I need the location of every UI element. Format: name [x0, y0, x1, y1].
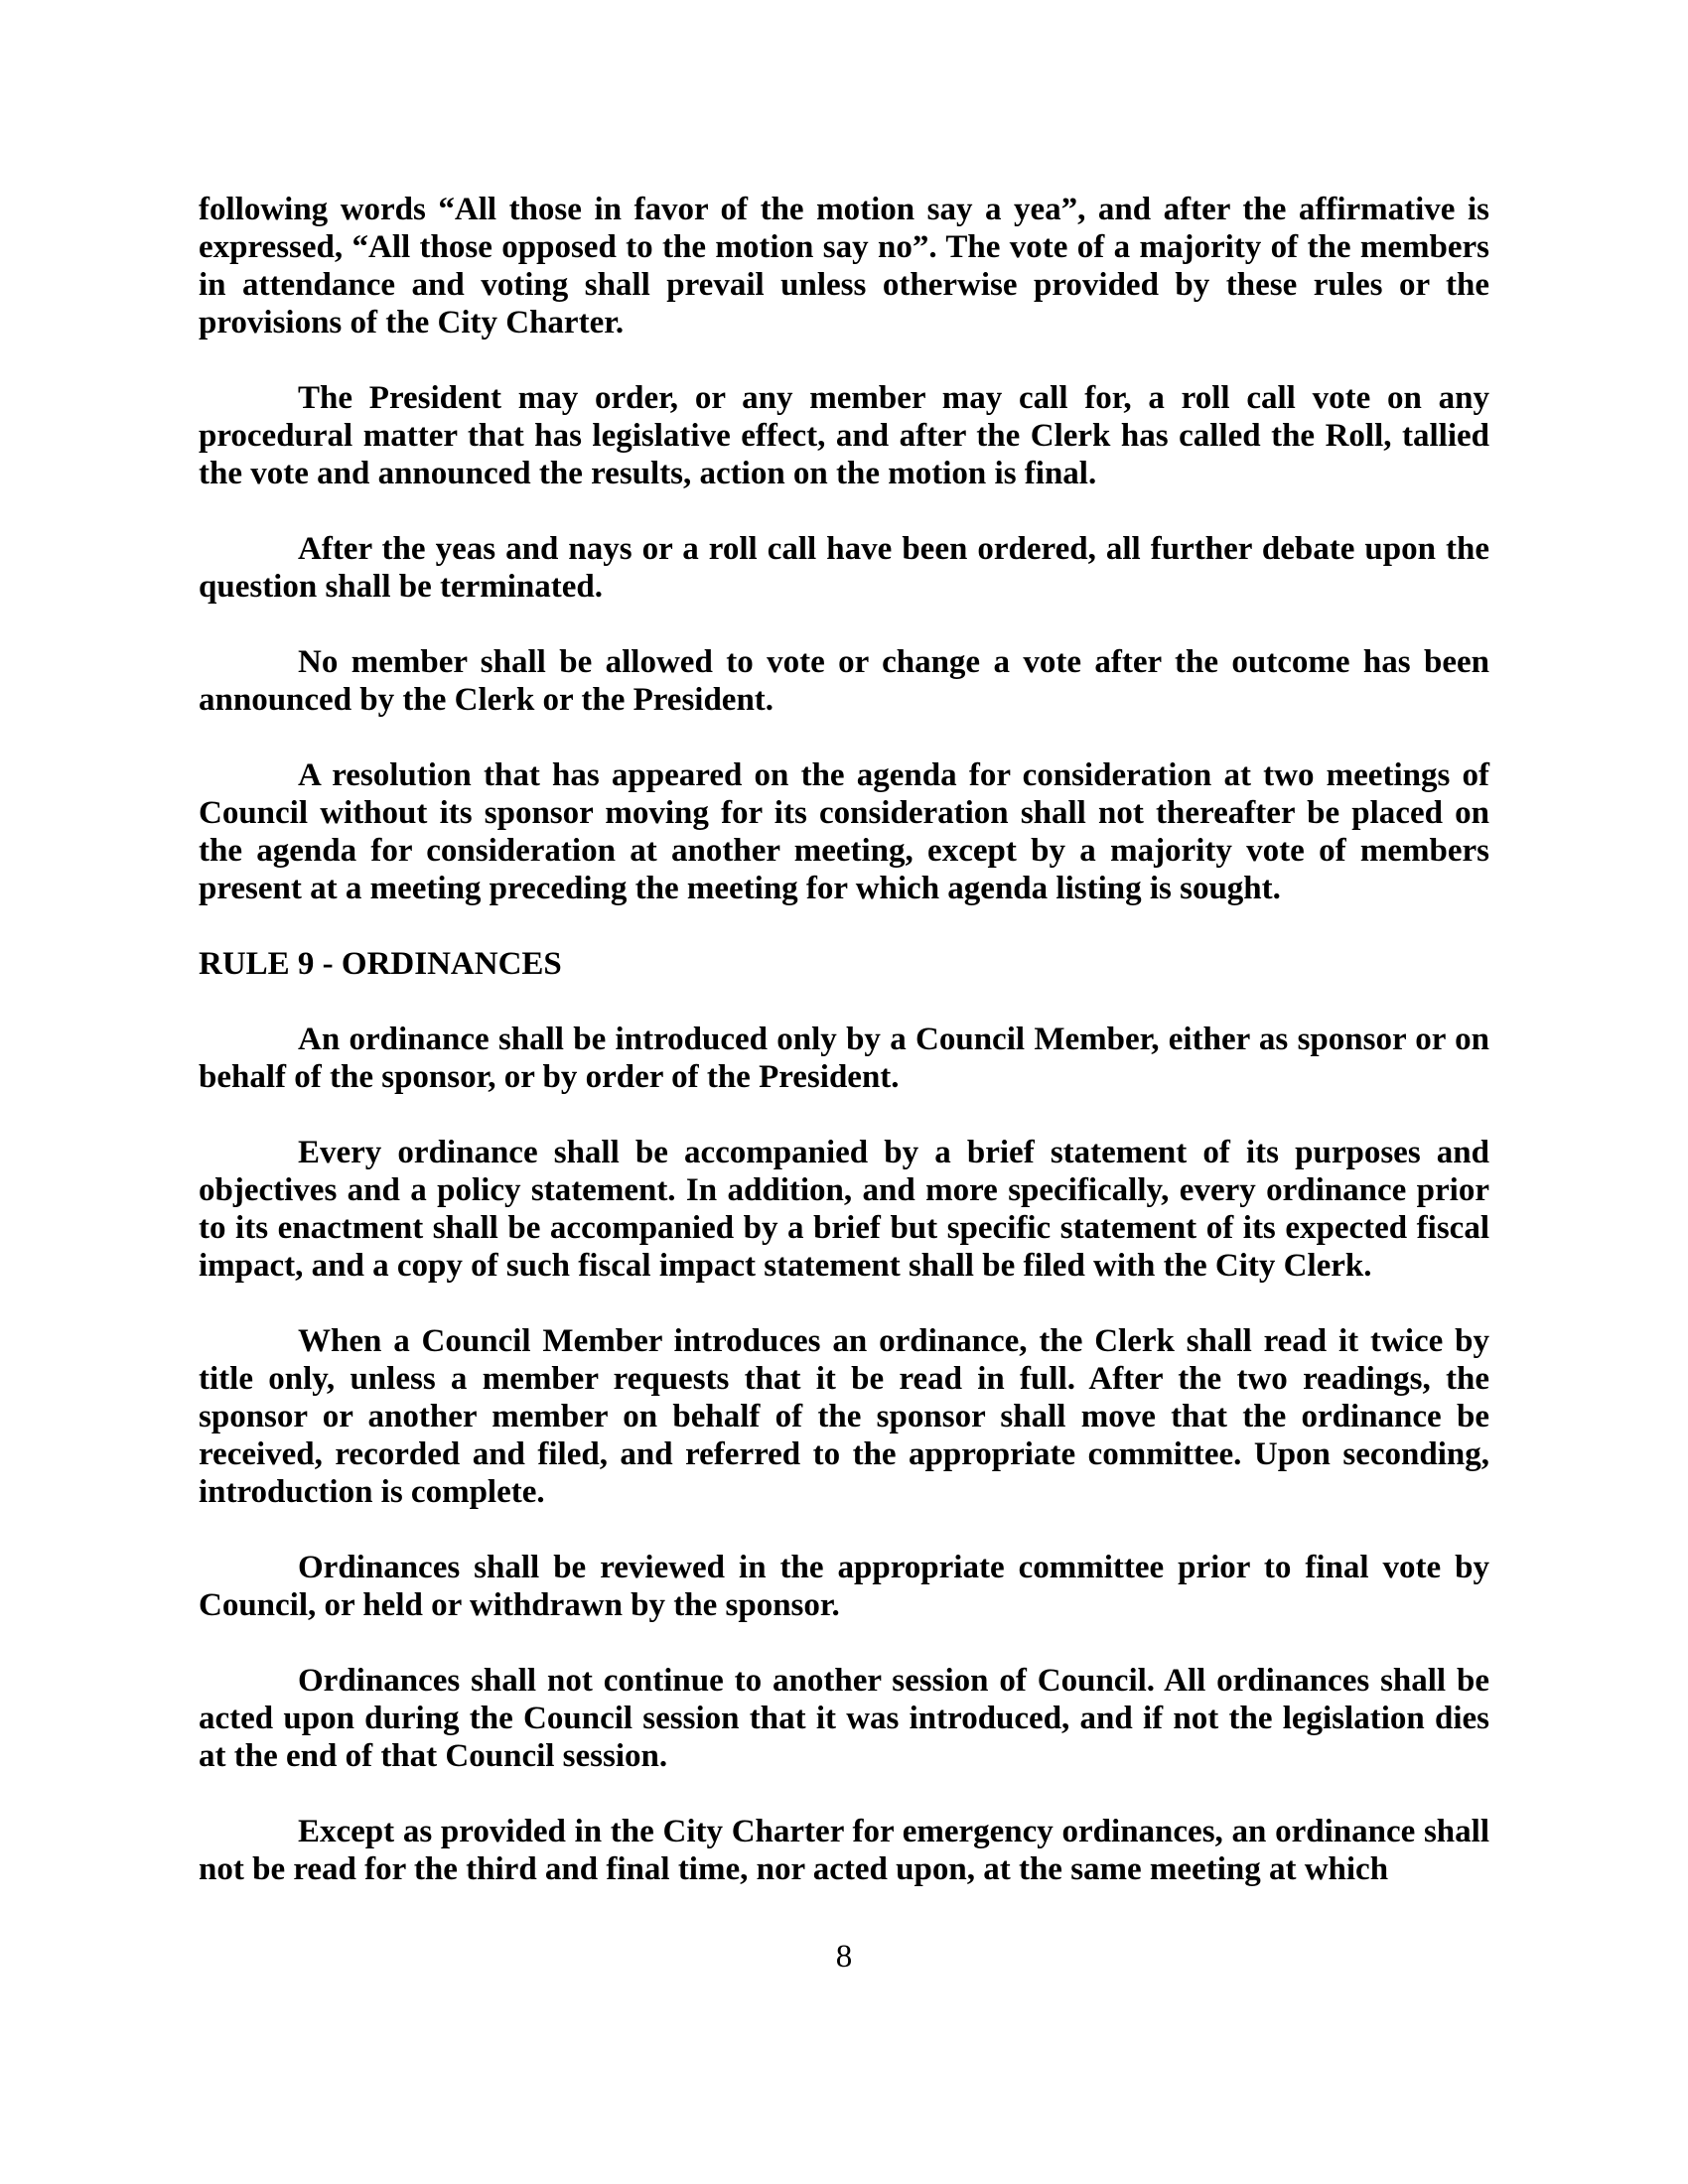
paragraph: The President may order, or any member may call for, a roll call vote on any procedural matter that has legislative effect, and after the Clerk has called the Roll, tallied the vote and announced the results, action on the motion is final.	[199, 380, 1489, 491]
paragraph: When a Council Member introduces an ordinance, the Clerk shall read it twice by title only, unless a member requests that it be read in full. After the two readings, the sponsor or another member on behalf of the sponsor shall move that the ordinance be received, recorded and filed, and referred to the appropriate committee. Upon seconding, introduction is complete.	[199, 1323, 1489, 1510]
paragraph: following words “All those in favor of the motion say a yea”, and after the affirmative is expressed, “All those opposed to the motion say no”. The vote of a majority of the members in attendance and voting shall prevail unless otherwise provided by these rules or the provisions of the City Charter.	[199, 192, 1489, 341]
document-body	[199, 191, 1489, 1888]
paragraph: An ordinance shall be introduced only by a Council Member, either as sponsor or on behalf of the sponsor, or by order of the President.	[199, 1022, 1489, 1095]
page-number: 8	[835, 1939, 853, 1975]
paragraph: A resolution that has appeared on the agenda for consideration at two meetings of Council without its sponsor moving for its consideration shall not thereafter be placed on the agenda for consideration at another meeting, except by a majority vote of members present at a meeting preceding the meeting for which agenda listing is sought.	[199, 757, 1489, 906]
section-heading: RULE 9 - ORDINANCES	[199, 946, 562, 982]
paragraph: No member shall be allowed to vote or change a vote after the outcome has been announced by the Clerk or the President.	[199, 644, 1489, 718]
paragraph: Ordinances shall be reviewed in the appropriate committee prior to final vote by Council, or held or withdrawn by the sponsor.	[199, 1550, 1489, 1623]
paragraph: After the yeas and nays or a roll call have been ordered, all further debate upon the question shall be terminated.	[199, 531, 1489, 605]
paragraph: Except as provided in the City Charter for emergency ordinances, an ordinance shall not be read for the third and final time, nor acted upon, at the same meeting at which	[199, 1814, 1489, 1887]
paragraph: Ordinances shall not continue to another session of Council. All ordinances shall be acted upon during the Council session that it was introduced, and if not the legislation dies at the end of that Council session.	[199, 1663, 1489, 1774]
paragraph: Every ordinance shall be accompanied by a brief statement of its purposes and objectives and a policy statement. In addition, and more specifically, every ordinance prior to its enactment shall be accompanied by a brief but specific statement of its expected fiscal impact, and a copy of such fiscal impact statement shall be filed with the City Clerk.	[199, 1135, 1489, 1284]
